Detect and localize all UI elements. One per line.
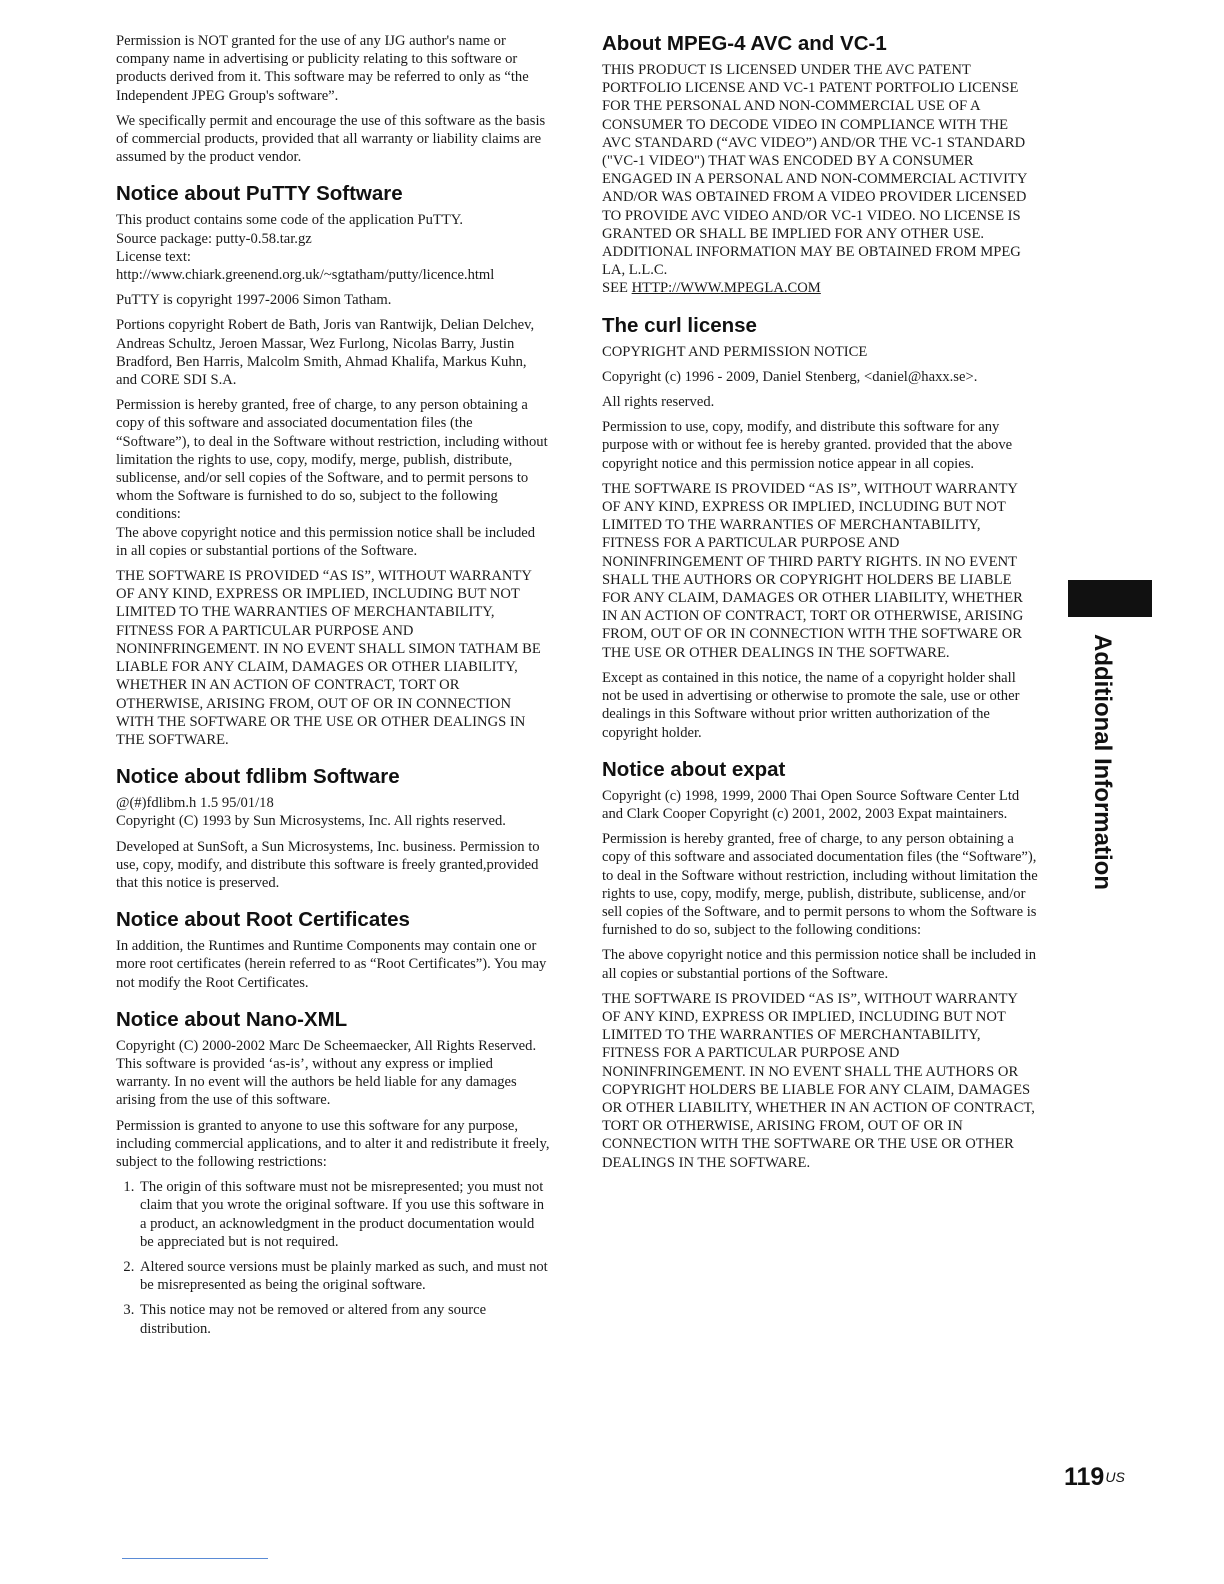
left-column	[116, 32, 550, 1345]
mpeg4-license-text	[602, 61, 1038, 298]
page-number-value: 119	[1064, 1463, 1105, 1491]
expat-copyright: Copyright (c) 1998, 1999, 2000 Thai Open Source Software Center Ltd and Clark Cooper Copyright (c) 2001, 2002, 2003 Expat maintainers.	[602, 787, 1020, 822]
list-item: 2. Altered source versions must be plainly marked as such, and must not be misrepresented as being the original software.	[138, 1258, 550, 1294]
expat-warranty: THE SOFTWARE IS PROVIDED “AS IS”, WITHOUT WARRANTY OF ANY KIND, EXPRESS OR IMPLIED, INCLUDING BUT NOT LIMITED TO THE WARRANTIES OF MERCHANTABILITY, FITNESS FOR A PARTICULAR PURPOSE AND NONINFRINGEMENT. IN NO EVENT SHALL THE AUTHORS OR COPYRIGHT HOLDERS BE LIABLE FOR ANY CLAIM, DAMAGES OR OTHER LIABILITY, WHETHER IN AN ACTION OF CONTRACT, TORT OR OTHERWISE, ARISING FROM, OUT OF OR IN CONNECTION WITH THE SOFTWARE OR THE USE OR OTHER DEALINGS IN THE SOFTWARE.	[602, 990, 1035, 1171]
mpegla-link[interactable]: HTTP://WWW.MPEGLA.COM	[631, 280, 821, 297]
putty-license-url: License text: http://www.chiark.greenend.org.uk/~sgtatham/putty/licence.html	[116, 248, 495, 284]
section-tab-label: Additional Information	[1089, 634, 1116, 890]
putty-warranty: THE SOFTWARE IS PROVIDED “AS IS”, WITHOUT WARRANTY OF ANY KIND, EXPRESS OR IMPLIED, INCLUDING BUT NOT LIMITED TO THE WARRANTIES OF MERCHANTABILITY, FITNESS FOR A PARTICULAR PURPOSE AND NONINFRINGEMENT. IN NO EVENT SHALL SIMON TATHAM BE LIABLE FOR ANY CLAIM, DAMAGES OR OTHER LIABILITY, WHETHER IN AN ACTION OF CONTRACT, TORT OR OTHERWISE, ARISING FROM, OUT OF OR IN CONNECTION WITH THE SOFTWARE OR THE USE OR OTHER DEALINGS IN THE SOFTWARE.	[116, 568, 541, 748]
list-item: 3. This notice may not be removed or altered from any source distribution.	[138, 1301, 550, 1337]
expat-heading: Notice about expat	[602, 757, 786, 781]
root-certificates-heading: Notice about Root Certificates	[116, 908, 410, 932]
list-item: 1. The origin of this software must not be misrepresented; you must not claim that you wrote the original software. If you use this software in a product, an acknowledgment in the product documentation would be appreciated but is not required.	[138, 1178, 550, 1251]
mpeg4-heading: About MPEG-4 AVC and VC-1	[602, 32, 887, 55]
fdlibm-version: @(#)fdlibm.h 1.5 95/01/18	[116, 795, 274, 812]
footer-divider	[122, 1558, 268, 1559]
nanoxml-disclaimer: This software is provided ‘as-is’, without any express or implied warranty. In no event will the authors be held liable for any damages arising from the use of this software.	[116, 1055, 517, 1109]
expat-above-notice: The above copyright notice and this permission notice shall be included in all copies or substantial portions of the Software.	[602, 947, 1037, 982]
nanoxml-permission: Permission is granted to anyone to use this software for any purpose, including commercial applications, and to alter it and redistribute it freely, subject to the following restrictions:	[116, 1117, 550, 1170]
putty-source-info	[116, 211, 550, 284]
putty-copyright: PuTTY is copyright 1997-2006 Simon Tatham.	[116, 292, 392, 309]
curl-permission: Permission to use, copy, modify, and distribute this software for any purpose with or without fee is hereby granted. provided that the above copyright notice and this permission notice appear in all copies.	[602, 419, 1013, 472]
fdlibm-header-info	[116, 794, 550, 830]
nanoxml-header-info	[116, 1037, 550, 1110]
putty-line: This product contains some code of the application PuTTY.	[116, 212, 464, 229]
putty-permission	[116, 396, 550, 560]
curl-paragraph: COPYRIGHT AND PERMISSION NOTICE	[602, 343, 868, 360]
mpeg4-see-prefix: SEE	[602, 280, 628, 297]
jpeg-notice-paragraph: We specifically permit and encourage the use of this software as the basis of commercial products, provided that all warranty or liability claims are assumed by the product vendor.	[116, 112, 546, 166]
right-column	[602, 32, 1038, 1179]
curl-copyright: Copyright (c) 1996 - 2009, Daniel Stenberg, <daniel@haxx.se>.	[602, 368, 978, 385]
putty-portions: Portions copyright Robert de Bath, Joris van Rantwijk, Delian Delchev, Andreas Schultz, Jeroen Massar, Wez Furlong, Nicolas Barry, Justin Bradford, Ben Harris, Malcolm Smith, Ahmad Khalifa, Markus Kuhn, and CORE SDI S.A.	[116, 317, 535, 389]
putty-permission-text: Permission is hereby granted, free of charge, to any person obtaining a copy of this software and associated documentation files (the “Software”), to deal in the Software without restriction, including without limitation the rights to use, copy, modify, merge, publish, distribute, sublicense, and/or sell copies of the Software, and to permit persons to whom the Software is furnished to do so, subject to the following conditions:	[116, 397, 548, 523]
putty-heading: Notice about PuTTY Software	[116, 182, 403, 206]
nanoxml-heading: Notice about Nano-XML	[116, 1007, 348, 1031]
expat-permission: Permission is hereby granted, free of charge, to any person obtaining a copy of this software and associated documentation files (the “Software”), to deal in the Software without restriction, including without limitation the rights to use, copy, modify, merge, publish, distribute, sublicense, and/or sell copies of the Software, and to permit persons to whom the Software is furnished to do so, subject to the following conditions:	[602, 831, 1038, 939]
fdlibm-paragraph: Developed at SunSoft, a Sun Microsystems, Inc. business. Permission to use, copy, modify, and distribute this software is freely granted,provided that this notice is preserved.	[116, 838, 540, 891]
putty-line: Source package: putty-0.58.tar.gz	[116, 230, 312, 247]
curl-warranty: THE SOFTWARE IS PROVIDED “AS IS”, WITHOUT WARRANTY OF ANY KIND, EXPRESS OR IMPLIED, INCLUDING BUT NOT LIMITED TO THE WARRANTIES OF MERCHANTABILITY, FITNESS FOR A PARTICULAR PURPOSE AND NONINFRINGEMENT OF THIRD PARTY RIGHTS. IN NO EVENT SHALL THE AUTHORS OR COPYRIGHT HOLDERS BE LIABLE FOR ANY CLAIM, DAMAGES OR OTHER LIABILITY, WHETHER IN AN ACTION OF CONTRACT, TORT OR OTHERWISE, ARISING FROM, OUT OF OR IN CONNECTION WITH THE SOFTWARE OR THE USE OR OTHER DEALINGS IN THE SOFTWARE.	[602, 480, 1024, 661]
curl-heading: The curl license	[602, 313, 757, 337]
fdlibm-heading: Notice about fdlibm Software	[116, 765, 400, 789]
fdlibm-copyright: Copyright (C) 1993 by Sun Microsystems, Inc. All rights reserved.	[116, 813, 506, 830]
jpeg-notice-paragraph: Permission is NOT granted for the use of any IJG author's name or company name in advertising or publicity relating to this software or products derived from it. This software may be referred to only as “the Independent JPEG Group's software”.	[116, 33, 529, 104]
section-tab-marker	[1068, 580, 1152, 617]
putty-above-notice: The above copyright notice and this permission notice shall be included in all copies or substantial portions of the Software.	[116, 524, 536, 559]
curl-rights: All rights reserved.	[602, 394, 715, 411]
mpeg4-license-body: THIS PRODUCT IS LICENSED UNDER THE AVC PATENT PORTFOLIO LICENSE AND VC-1 PATENT PORTFOLIO LICENSE FOR THE PERSONAL AND NON-COMMERCIAL USE OF A CONSUMER TO DECODE VIDEO IN COMPLIANCE WITH THE AVC STANDARD (“AVC VIDEO”) AND/OR THE VC-1 STANDARD ("VC-1 VIDEO") THAT WAS ENCODED BY A CONSUMER ENGAGED IN A PERSONAL AND NON-COMMERCIAL ACTIVITY AND/OR WAS OBTAINED FROM A VIDEO PROVIDER LICENSED TO PROVIDE AVC VIDEO AND/OR VC-1 VIDEO. NO LICENSE IS GRANTED OR SHALL BE IMPLIED FOR ANY OTHER USE. ADDITIONAL INFORMATION MAY BE OBTAINED FROM MPEG LA, L.L.C.	[602, 62, 1027, 279]
nanoxml-restrictions-list	[116, 1178, 550, 1338]
page-number	[1064, 1462, 1125, 1492]
nanoxml-copyright: Copyright (C) 2000-2002 Marc De Scheemaecker, All Rights Reserved.	[116, 1037, 537, 1054]
root-certificates-paragraph: In addition, the Runtimes and Runtime Components may contain one or more root certificates (herein referred to as “Root Certificates”). You may not modify the Root Certificates.	[116, 938, 547, 991]
page-number-suffix: US	[1105, 1469, 1125, 1485]
curl-exception: Except as contained in this notice, the name of a copyright holder shall not be used in advertising or otherwise to promote the sale, use or other dealings in this Software without prior written authorization of the copyright holder.	[602, 669, 1020, 741]
